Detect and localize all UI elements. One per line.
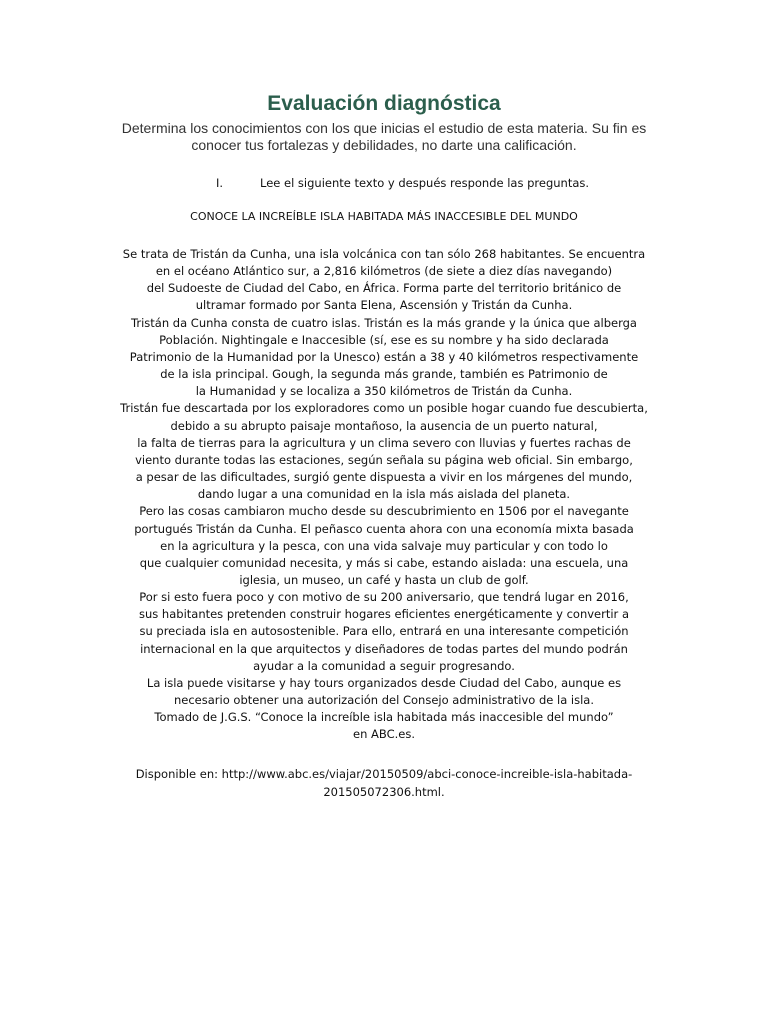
article-line: Se trata de Tristán da Cunha, una isla volcánica con tan sólo 268 habitantes. Se encuentra bbox=[122, 247, 646, 261]
article-line: Población. Nightingale e Inaccesible (sí, ese es su nombre y ha sido declarada bbox=[159, 332, 609, 347]
article-line: iglesia, un museo, un café y hasta un club de golf. bbox=[239, 572, 529, 587]
article-line: debido a su abrupto paisaje montañoso, la ausencia de un puerto natural, bbox=[170, 418, 598, 433]
article-line: Pero las cosas cambiaron mucho desde su descubrimiento en 1506 por el navegante bbox=[139, 504, 629, 519]
instruction-number: I. bbox=[216, 176, 224, 190]
article-line: a pesar de las dificultades, surgió gente dispuesta a vivir en los márgenes del mundo, bbox=[135, 470, 633, 485]
article-line: ayudar a la comunidad a seguir progresando. bbox=[253, 658, 515, 673]
article-line: internacional en la que arquitectos y diseñadores de todas partes del mundo podrán bbox=[140, 641, 628, 656]
article-line: ultramar formado por Santa Elena, Ascensión y Tristán da Cunha. bbox=[195, 298, 573, 313]
article-line: portugués Tristán da Cunha. El peñasco cuenta ahora con una economía mixta basada bbox=[134, 521, 634, 536]
article-line: La isla puede visitarse y hay tours organizados desde Ciudad del Cabo, aunque es bbox=[146, 675, 622, 690]
article-line: su preciada isla en autosostenible. Para ello, entrará en una interesante competición bbox=[139, 624, 629, 639]
subtitle-line: Determina los conocimientos con los que inicias el estudio de esta materia. Su fin es bbox=[121, 120, 647, 136]
instruction-text: Lee el siguiente texto y después responde las preguntas. bbox=[260, 176, 590, 190]
page-title: Evaluación diagnóstica bbox=[267, 92, 501, 115]
page-subtitle bbox=[104, 120, 664, 154]
article-body bbox=[0, 246, 768, 744]
article-line: viento durante todas las estaciones, según señala su página web oficial. Sin embargo, bbox=[135, 452, 633, 467]
article-line: la Humanidad y se localiza a 350 kilómetros de Tristán da Cunha. bbox=[195, 384, 573, 399]
article-line: sus habitantes pretenden construir hogares eficientes energéticamente y convertir a bbox=[139, 607, 629, 622]
article-line: del Sudoeste de Ciudad del Cabo, en África. Forma parte del territorio británico de bbox=[146, 281, 622, 296]
subtitle-line: conocer tus fortalezas y debilidades, no darte una calificación. bbox=[191, 137, 577, 153]
source-line: 201505072306.html. bbox=[323, 784, 445, 799]
article-line: Patrimonio de la Humanidad por la Unesco) están a 38 y 40 kilómetros respectivamente bbox=[129, 349, 639, 364]
article-line: Tristán da Cunha consta de cuatro islas. Tristán es la más grande y la única que alberga bbox=[131, 315, 637, 330]
article-line: Tomado de J.G.S. “Conoce la increíble isla habitada más inaccesible del mundo” bbox=[154, 710, 614, 725]
source-line: Disponible en: http://www.abc.es/viajar/20150509/abci-conoce-increible-isla-habitada- bbox=[135, 767, 633, 781]
article-line: necesario obtener una autorización del Consejo administrativo de la isla. bbox=[174, 693, 594, 708]
article-line: Tristán fue descartada por los exploradores como un posible hogar cuando fue descubierta, bbox=[120, 401, 648, 416]
article-line: que cualquier comunidad necesita, y más si cabe, estando aislada: una escuela, una bbox=[139, 555, 629, 570]
article-line: en la agricultura y la pesca, con una vida salvaje muy particular y con todo lo bbox=[160, 538, 608, 553]
article-line: dando lugar a una comunidad en la isla más aislada del planeta. bbox=[197, 487, 571, 502]
article-line: en ABC.es. bbox=[353, 727, 415, 742]
source-citation bbox=[0, 766, 768, 801]
article-heading: CONOCE LA INCREÍBLE ISLA HABITADA MÁS INACCESIBLE DEL MUNDO bbox=[190, 210, 578, 223]
article-line: Por si esto fuera poco y con motivo de su 200 aniversario, que tendrá lugar en 2016, bbox=[139, 590, 629, 605]
article-line: en el océano Atlántico sur, a 2,816 kilómetros (de siete a diez días navegando) bbox=[155, 264, 613, 279]
article-line: la falta de tierras para la agricultura y un clima severo con lluvias y fuertes rachas de bbox=[137, 435, 631, 450]
article-line: de la isla principal. Gough, la segunda más grande, también es Patrimonio de bbox=[160, 367, 608, 382]
